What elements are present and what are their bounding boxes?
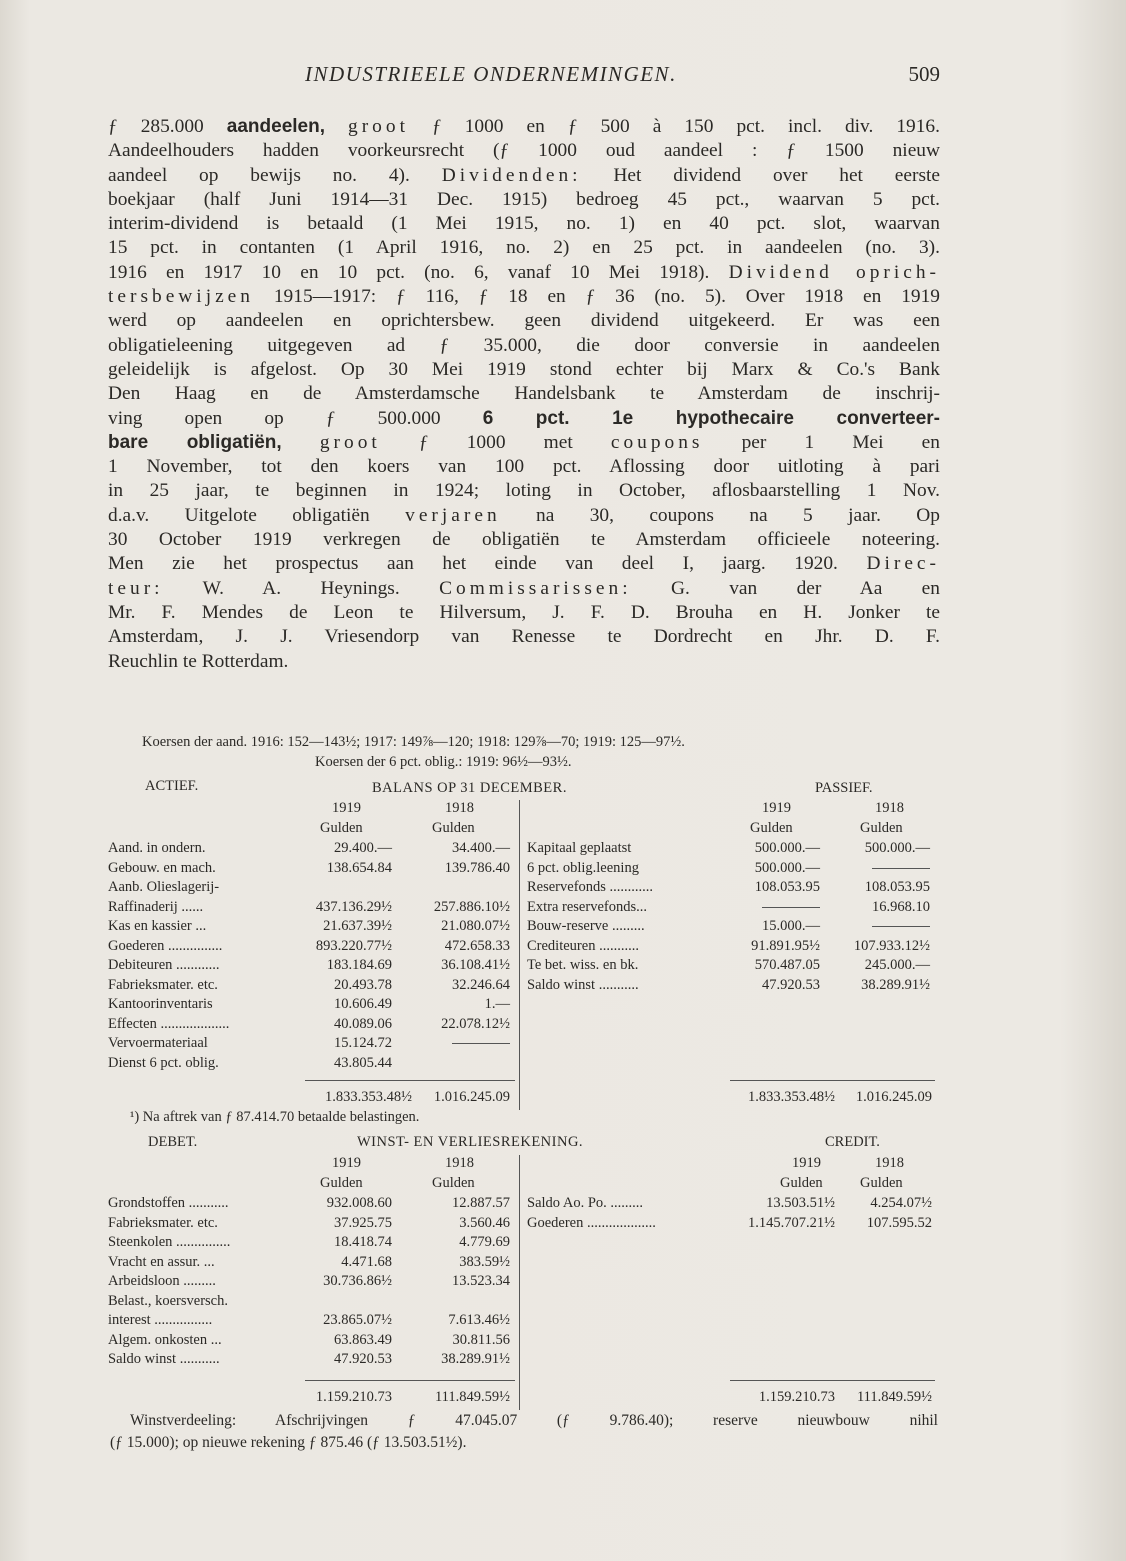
table-cell-value: 108.053.95 xyxy=(754,879,820,895)
table-cell-label: Belast., koersversch. xyxy=(108,1292,228,1309)
table-cell-label: Fabrieksmater. etc. xyxy=(108,976,218,993)
text-line xyxy=(108,577,940,601)
table-cell-value: 138.654.84 xyxy=(326,859,392,876)
text-segment: boekjaar (half Juni 1914—31 Dec. 1915) bedroeg 45 pct., waarvan 5 pct. xyxy=(108,188,940,210)
koersen-obligaties: Koersen der 6 pct. oblig.: 1919: 96½—93½. xyxy=(315,754,572,770)
table-cell-value: 21.637.39½ xyxy=(323,918,392,934)
table-cell-value xyxy=(300,878,392,898)
text-line xyxy=(108,528,940,552)
text-segment: 6 pct. 1e hypothecaire converteer- xyxy=(482,407,940,429)
text-segment: na 30, coupons na 5 jaar. Op xyxy=(500,504,940,526)
winstverdeeling-line2: (ƒ 15.000); op nieuwe rekening ƒ 875.46 (ƒ 13.503.51½). xyxy=(110,1434,467,1451)
text-line xyxy=(108,236,940,260)
table-cell-value: 37.925.75 xyxy=(334,1214,392,1231)
winst-divider xyxy=(519,1155,520,1410)
debet-total-rule xyxy=(305,1380,515,1381)
koersen-block xyxy=(142,732,942,772)
table-cell-label: Extra reservefonds... xyxy=(527,898,647,915)
text-segment: bare obligatiën, xyxy=(108,431,282,453)
table-cell-label: Goederen ............... xyxy=(108,937,223,954)
table-cell-label: Raffinaderij ...... xyxy=(108,898,204,915)
text-segment: groot xyxy=(319,431,381,453)
text-line xyxy=(108,261,940,285)
actief-total-rule xyxy=(305,1080,515,1081)
text-line xyxy=(108,164,940,188)
table-cell-label: Debiteuren ............ xyxy=(108,957,220,973)
koersen-aandeelen: Koersen der aand. 1916: 152—143½; 1917: 149⅞—120; 1918: 129⅞—70; 1919: 125—97½. xyxy=(142,734,685,750)
table-cell-value: 4.779.69 xyxy=(459,1234,510,1250)
table-cell-label: Saldo winst ........... xyxy=(108,1351,220,1367)
table-cell-label: Dienst 6 pct. oblig. xyxy=(108,1054,219,1071)
text-segment: 1 November, tot den koers van 100 pct. Aflossing door uitloting à pari xyxy=(108,456,940,478)
text-segment: Dividend oprich- xyxy=(728,261,940,283)
actief-labels xyxy=(108,839,308,1073)
table-cell-value: 570.487.05 xyxy=(754,957,820,973)
text-line xyxy=(108,431,940,455)
text-segment: Dividenden: xyxy=(441,164,582,186)
table-cell-label: Aanb. Olieslagerij- xyxy=(108,879,220,895)
text-segment: ƒ 1000 en ƒ 500 à 150 pct. incl. div. 1916. xyxy=(408,116,940,137)
passief-total-1919: 1.833.353.48½ xyxy=(748,1089,835,1105)
actief-total-1918: 1.016.245.09 xyxy=(433,1089,510,1105)
text-segment: verjaren xyxy=(405,504,501,526)
table-cell-value xyxy=(405,1054,510,1074)
table-cell-label: Algem. onkosten ... xyxy=(108,1331,222,1348)
text-line xyxy=(108,358,940,382)
text-segment: werd op aandeelen en oprichtersbew. geen dividend uitgekeerd. Er was een xyxy=(108,310,940,332)
text-segment xyxy=(325,116,348,137)
text-segment: ƒ 285.000 xyxy=(108,116,227,137)
table-cell-label: Saldo Ao. Po. ......... xyxy=(527,1195,644,1211)
winst-year-a-right: 1919 xyxy=(792,1155,821,1171)
text-line xyxy=(108,115,940,139)
table-cell-label: 6 pct. oblig.leening xyxy=(527,859,639,876)
company-description xyxy=(108,115,940,674)
winst-year-a-left: 1919 xyxy=(332,1155,361,1171)
running-title: INDUSTRIEELE ONDERNEMINGEN. xyxy=(305,62,677,86)
table-cell-value: 1.145.707.21½ xyxy=(748,1214,835,1231)
text-segment: Men zie het prospectus aan het einde van deel I, jaarg. 1920. xyxy=(108,553,867,575)
text-segment: Amsterdam, J. J. Vriesendorp van Renesse te Dordrecht en Jhr. D. F. xyxy=(108,626,940,648)
table-cell-label: Steenkolen ............... xyxy=(108,1234,231,1250)
table-cell-value: 107.595.52 xyxy=(866,1214,932,1231)
table-cell-value: 108.053.95 xyxy=(864,879,930,895)
credit-1918 xyxy=(835,1194,932,1233)
table-cell-value: 29.400.— xyxy=(334,840,392,856)
table-cell-value: 245.000.— xyxy=(864,957,930,973)
text-segment: Aandeelhouders hadden voorkeursrecht (ƒ 1000 oud aandeel : ƒ 1500 nieuw xyxy=(108,140,940,162)
text-segment: teur: xyxy=(108,577,164,599)
text-segment: obligatieleening uitgegeven ad ƒ 35.000, die door conversie in aandeelen xyxy=(108,334,940,356)
debet-total-1919: 1.159.210.73 xyxy=(315,1389,392,1405)
table-cell-value: 47.920.53 xyxy=(762,976,820,993)
text-segment: 1916 en 1917 10 en 10 pct. (no. 6, vanaf 10 Mei 1918). xyxy=(108,261,729,283)
text-segment: W. A. Heynings. xyxy=(163,577,440,599)
text-line xyxy=(108,382,940,406)
table-cell-label: Vracht en assur. ... xyxy=(108,1253,215,1270)
table-cell-value: 23.865.07½ xyxy=(323,1312,392,1328)
table-cell-label: Fabrieksmater. etc. xyxy=(108,1214,218,1231)
text-segment: ƒ 1000 met xyxy=(380,431,611,453)
text-segment: G. van der Aa en xyxy=(631,577,940,599)
table-cell-value xyxy=(405,878,510,898)
balans-unit-b-right: Gulden xyxy=(860,820,903,836)
table-cell-value: 13.523.34 xyxy=(452,1273,510,1289)
debet-total-1918: 111.849.59½ xyxy=(434,1389,510,1405)
credit-total-1919: 1.159.210.73 xyxy=(758,1389,835,1405)
page-number: 509 xyxy=(908,62,940,86)
text-segment: d.a.v. Uitgelote obligatiën xyxy=(108,504,406,526)
debet-labels xyxy=(108,1194,308,1370)
table-cell-value: 3.560.46 xyxy=(459,1214,510,1231)
text-line xyxy=(108,552,940,576)
table-cell-value: 893.220.77½ xyxy=(315,937,392,954)
text-line xyxy=(108,650,940,674)
text-segment: groot xyxy=(348,116,409,137)
credit-total-1918: 111.849.59½ xyxy=(856,1389,932,1405)
table-cell-label: Arbeidsloon ......... xyxy=(108,1273,216,1289)
table-cell-value: 34.400.— xyxy=(452,840,510,856)
table-cell-value: 13.503.51½ xyxy=(766,1195,835,1211)
table-cell-value: 21.080.07½ xyxy=(441,918,510,934)
table-cell-value: 15.000.— xyxy=(762,918,820,934)
winstverdeeling-line1: Winstverdeeling: Afschrijvingen ƒ 47.045.07 (ƒ 9.786.40); reserve nieuwbouw nihil xyxy=(130,1412,938,1429)
text-line xyxy=(108,139,940,163)
winst-unit-a-left: Gulden xyxy=(320,1175,363,1191)
debet-1919 xyxy=(300,1194,392,1370)
text-segment: geleidelijk is afgelost. Op 30 Mei 1919 stond echter bij Marx & Co.'s Bank xyxy=(108,358,940,380)
text-line xyxy=(108,334,940,358)
dash-rule xyxy=(872,926,930,927)
table-cell-label: Te bet. wiss. en bk. xyxy=(527,957,639,973)
text-segment: aandeel op bewijs no. 4). xyxy=(108,164,442,186)
text-segment: Mr. F. Mendes de Leon te Hilversum, J. F. D. Brouha en H. Jonker te xyxy=(108,601,940,623)
dash-rule xyxy=(872,868,930,869)
actief-total-1919: 1.833.353.48½ xyxy=(325,1089,412,1105)
text-line xyxy=(108,212,940,236)
balans-divider xyxy=(519,800,520,1110)
text-segment: per 1 Mei en xyxy=(703,431,940,453)
balans-unit-a-left: Gulden xyxy=(320,820,363,836)
text-segment: tersbewijzen xyxy=(108,286,254,308)
text-segment: in 25 jaar, te beginnen in 1924; loting in October, aflosbaarstelling 1 Nov. xyxy=(108,480,940,502)
table-cell-value: 32.246.64 xyxy=(452,976,510,993)
actief-1919 xyxy=(300,839,392,1073)
text-segment: coupons xyxy=(610,431,704,453)
table-cell-value: 15.124.72 xyxy=(334,1035,392,1051)
text-line xyxy=(108,479,940,503)
table-cell-value: 257.886.10½ xyxy=(433,898,510,915)
table-cell-value: 7.613.46½ xyxy=(448,1312,510,1328)
winst-year-b-left: 1918 xyxy=(445,1155,474,1171)
text-segment: 1915—1917: ƒ 116, ƒ 18 en ƒ 36 (no. 5). Over 1918 en 1919 xyxy=(254,286,940,308)
balans-year-a-left: 1919 xyxy=(332,800,361,816)
balans-unit-a-right: Gulden xyxy=(750,820,793,836)
passief-total-rule xyxy=(730,1080,935,1081)
table-cell-value: 500.000.— xyxy=(754,859,820,876)
table-cell-value xyxy=(825,859,930,879)
actief-1918 xyxy=(405,839,510,1073)
text-segment: Reuchlin te Rotterdam. xyxy=(108,650,289,672)
text-line xyxy=(108,455,940,479)
text-segment: ving open op ƒ 500.000 xyxy=(108,407,483,429)
table-cell-label: Grondstoffen ........... xyxy=(108,1195,229,1211)
balans-year-a-right: 1919 xyxy=(762,800,791,816)
debet-heading: DEBET. xyxy=(148,1134,198,1150)
text-line xyxy=(108,625,940,649)
winst-heading: WINST- EN VERLIESREKENING. xyxy=(357,1134,584,1150)
table-cell-value: 38.289.91½ xyxy=(861,976,930,993)
text-line xyxy=(108,309,940,333)
table-cell-value xyxy=(728,898,820,918)
text-segment: Het dividend over het eerste xyxy=(581,164,941,186)
text-line xyxy=(108,601,940,625)
winst-unit-a-right: Gulden xyxy=(780,1175,823,1191)
text-segment: Direc- xyxy=(866,553,940,575)
table-cell-label: Crediteuren ........... xyxy=(527,937,639,954)
balans-unit-b-left: Gulden xyxy=(432,820,475,836)
table-cell-value: 22.078.12½ xyxy=(441,1015,510,1032)
table-cell-value: 183.184.69 xyxy=(326,957,392,973)
table-cell-label: Saldo winst ........... xyxy=(527,976,639,993)
table-cell-value: 63.863.49 xyxy=(334,1331,392,1348)
text-segment: 30 October 1919 verkregen de obligatiën te Amsterdam officieele noteering. xyxy=(108,529,940,551)
table-cell-value: 20.493.78 xyxy=(334,976,392,993)
passief-1918 xyxy=(825,839,930,995)
text-line xyxy=(108,407,940,431)
credit-heading: CREDIT. xyxy=(825,1134,880,1150)
text-segment: Commissarissen: xyxy=(439,577,632,599)
passief-heading: PASSIEF. xyxy=(815,780,873,796)
table-cell-value: 437.136.29½ xyxy=(315,898,392,915)
table-cell-value: 38.289.91½ xyxy=(441,1351,510,1367)
running-header xyxy=(110,62,940,92)
table-cell-label: Kapitaal geplaatst xyxy=(527,840,632,856)
table-cell-value: 30.811.56 xyxy=(452,1331,510,1348)
passief-total-1918: 1.016.245.09 xyxy=(855,1089,932,1105)
table-cell-label: Kas en kassier ... xyxy=(108,918,207,934)
footnote: ¹) Na aftrek van ƒ 87.414.70 betaalde belastingen. xyxy=(130,1109,420,1125)
table-cell-label: Bouw-reserve ......... xyxy=(527,918,645,934)
winst-unit-b-left: Gulden xyxy=(432,1175,475,1191)
balans-year-b-right: 1918 xyxy=(875,800,904,816)
table-cell-value xyxy=(405,1034,510,1054)
table-cell-value: 472.658.33 xyxy=(444,937,510,954)
table-cell-value: 107.933.12½ xyxy=(853,937,930,954)
table-cell-value: 500.000.— xyxy=(754,840,820,856)
table-cell-value xyxy=(405,1292,510,1312)
winst-year-b-right: 1918 xyxy=(875,1155,904,1171)
table-cell-value: 4.254.07½ xyxy=(870,1195,932,1211)
table-cell-value: 91.891.95½ xyxy=(751,937,820,954)
table-cell-label: Aand. in ondern. xyxy=(108,840,206,856)
table-cell-value: 43.805.44 xyxy=(334,1054,392,1071)
text-segment: 15 pct. in contanten (1 April 1916, no. 2) en 25 pct. in aandeelen (no. 3). xyxy=(108,237,940,259)
credit-labels xyxy=(527,1194,737,1233)
table-cell-value xyxy=(300,1292,392,1312)
credit-total-rule xyxy=(730,1380,935,1381)
table-cell-value: 1.— xyxy=(484,996,510,1012)
text-segment: aandeelen, xyxy=(226,116,325,137)
passief-1919 xyxy=(728,839,820,995)
text-segment: Den Haag en de Amsterdamsche Handelsbank te Amsterdam de inschrij- xyxy=(108,383,940,405)
text-line xyxy=(108,285,940,309)
table-cell-label: Gebouw. en mach. xyxy=(108,859,216,876)
table-cell-value: 932.008.60 xyxy=(326,1195,392,1211)
text-line xyxy=(108,188,940,212)
table-cell-value: 12.887.57 xyxy=(452,1195,510,1211)
dash-rule xyxy=(452,1043,510,1044)
table-cell-label: interest ................ xyxy=(108,1312,213,1328)
dash-rule xyxy=(762,907,820,908)
balans-heading: BALANS OP 31 DECEMBER. xyxy=(372,780,567,796)
table-cell-value: 30.736.86½ xyxy=(323,1273,392,1289)
table-cell-value xyxy=(825,917,930,937)
table-cell-value: 4.471.68 xyxy=(341,1253,392,1270)
balans-year-b-left: 1918 xyxy=(445,800,474,816)
credit-1919 xyxy=(735,1194,835,1233)
table-cell-label: Reservefonds ............ xyxy=(527,879,654,895)
table-cell-value: 47.920.53 xyxy=(334,1351,392,1367)
text-line xyxy=(108,504,940,528)
table-cell-label: Vervoermateriaal xyxy=(108,1035,208,1051)
winst-unit-b-right: Gulden xyxy=(860,1175,903,1191)
table-cell-value: 500.000.— xyxy=(864,840,930,856)
table-cell-value: 383.59½ xyxy=(459,1253,510,1270)
table-cell-value: 36.108.41½ xyxy=(441,957,510,973)
table-cell-label: Effecten ................... xyxy=(108,1015,230,1032)
table-cell-value: 139.786.40 xyxy=(444,859,510,876)
table-cell-value: 16.968.10 xyxy=(872,898,930,915)
text-segment xyxy=(282,432,320,453)
debet-1918 xyxy=(405,1194,510,1370)
text-segment: interim-dividend is betaald (1 Mei 1915, no. 1) en 40 pct. slot, waarvan xyxy=(108,213,940,235)
table-cell-label: Goederen ................... xyxy=(527,1214,656,1231)
passief-labels xyxy=(527,839,727,995)
table-cell-label: Kantoorinventaris xyxy=(108,996,213,1012)
table-cell-value: 40.089.06 xyxy=(334,1015,392,1032)
table-cell-value: 10.606.49 xyxy=(334,996,392,1012)
actief-heading: ACTIEF. xyxy=(145,778,199,794)
table-cell-value: 18.418.74 xyxy=(334,1234,392,1250)
